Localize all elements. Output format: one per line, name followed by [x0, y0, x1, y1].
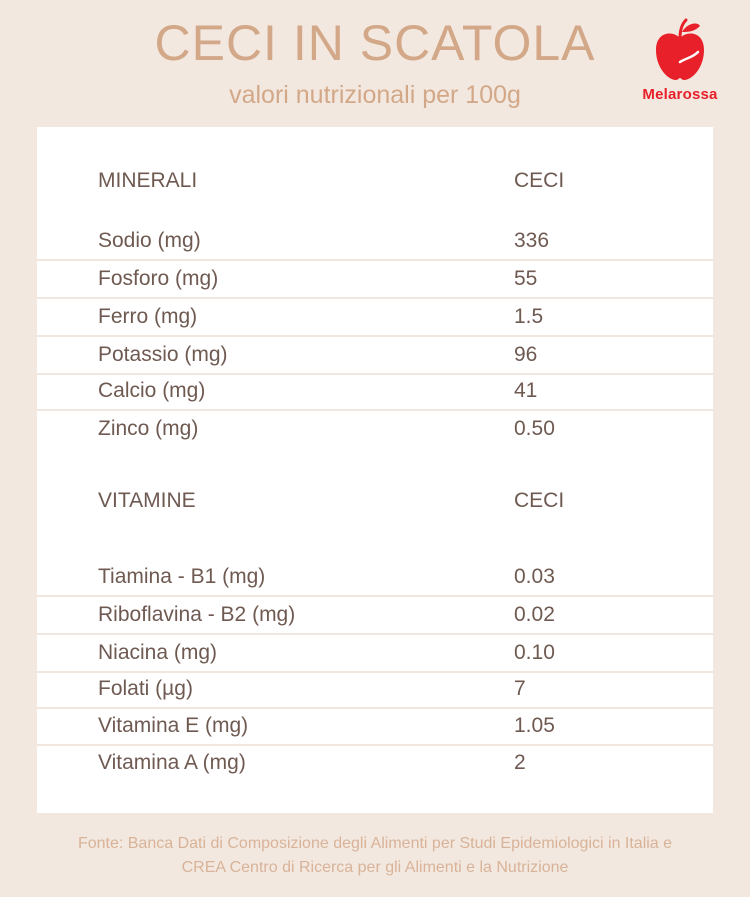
table-row	[37, 411, 713, 447]
source-line-1: Fonte: Banca Dati di Composizione degli Alimenti per Studi Epidemiologici in Italia e	[77, 835, 673, 852]
page-subtitle: valori nutrizionali per 100g	[229, 81, 521, 109]
table-row	[37, 559, 713, 597]
brand-name: Melarossa	[642, 86, 718, 103]
table-row	[37, 337, 713, 375]
row-label: Zinco (mg)	[98, 417, 199, 440]
row-value: 55	[514, 267, 538, 290]
row-value: 1.5	[514, 305, 544, 328]
row-label: Sodio (mg)	[98, 229, 201, 252]
page-title: CECI IN SCATOLA	[154, 15, 596, 71]
row-value: 0.02	[514, 603, 555, 626]
row-value: 0.10	[514, 641, 555, 664]
table-row	[37, 299, 713, 337]
row-label: Fosforo (mg)	[98, 267, 219, 290]
row-value: 336	[514, 229, 550, 252]
minerali-heading: MINERALI	[98, 169, 198, 192]
row-label: Ferro (mg)	[98, 305, 198, 328]
table-row	[37, 597, 713, 635]
brand-logo	[632, 18, 728, 110]
source-line-2: CREA Centro di Ricerca per gli Alimenti e la Nutrizione	[181, 859, 569, 876]
row-value: 0.03	[514, 565, 555, 588]
nutrition-table	[37, 127, 713, 813]
row-label: Tiamina - B1 (mg)	[98, 565, 266, 588]
row-label: Riboflavina - B2 (mg)	[98, 603, 296, 626]
row-label: Niacina (mg)	[98, 641, 218, 664]
table-row	[37, 708, 713, 746]
row-label: Potassio (mg)	[98, 343, 228, 366]
row-value: 7	[514, 677, 526, 700]
minerali-header-row	[37, 165, 713, 195]
source-note	[0, 832, 750, 880]
apple-icon	[650, 18, 710, 84]
row-label: Vitamina A (mg)	[98, 751, 246, 774]
row-label: Calcio (mg)	[98, 379, 206, 402]
row-value: 96	[514, 343, 538, 366]
vitamine-header-row	[37, 485, 713, 515]
row-label: Folati (µg)	[98, 677, 193, 700]
table-row	[37, 745, 713, 781]
row-label: Vitamina E (mg)	[98, 714, 249, 737]
row-value: 41	[514, 379, 538, 402]
row-value: 0.50	[514, 417, 555, 440]
table-row	[37, 373, 713, 411]
minerali-column-heading: CECI	[514, 169, 565, 192]
vitamine-heading: VITAMINE	[98, 489, 196, 512]
row-value: 1.05	[514, 714, 555, 737]
table-row	[37, 223, 713, 261]
vitamine-column-heading: CECI	[514, 489, 565, 512]
table-row	[37, 635, 713, 673]
row-value: 2	[514, 751, 526, 774]
table-row	[37, 671, 713, 709]
table-row	[37, 261, 713, 299]
